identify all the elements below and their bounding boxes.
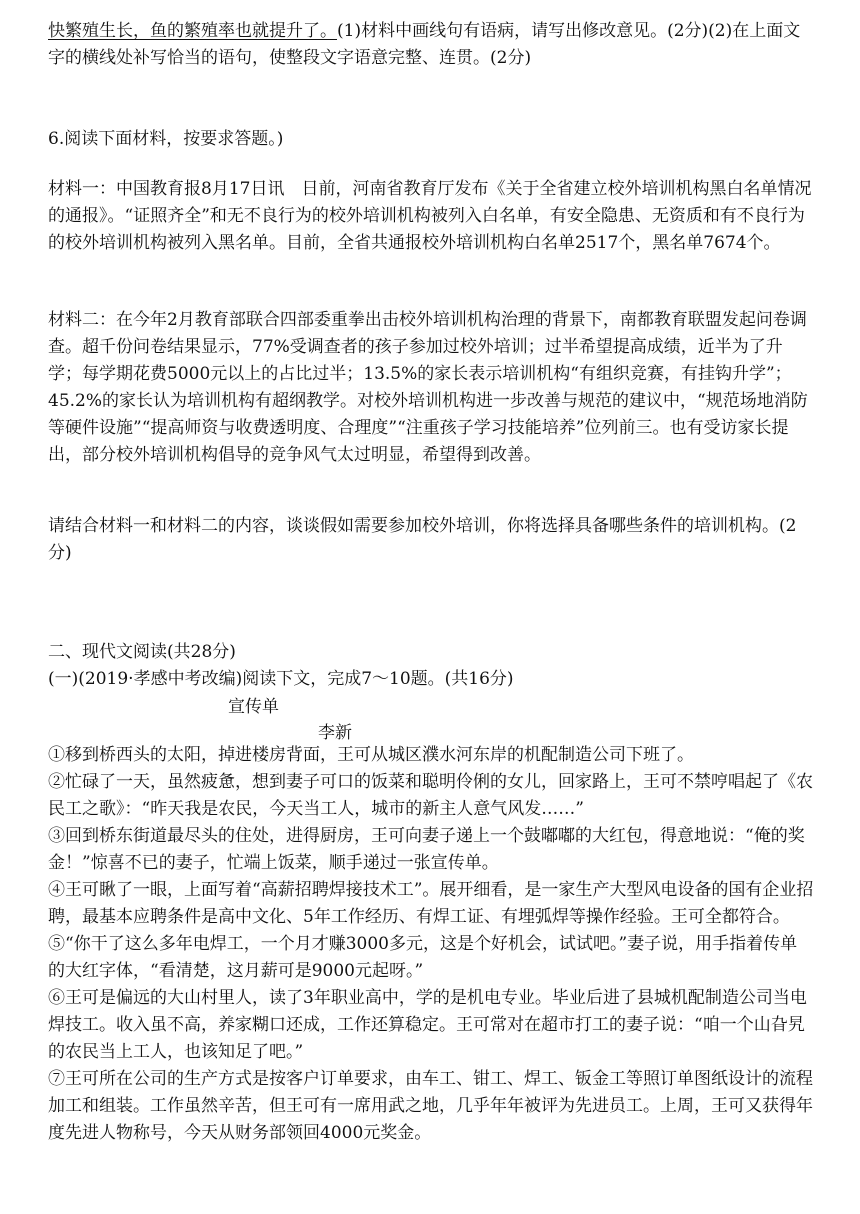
story-paragraph: ⑥王可是偏远的大山村里人，读了3年职业高中，学的是机电专业。毕业后进了县城机配制造公司当电焊技工。收入虽不高，养家糊口还成，工作还算稳定。王可常对在超市打工的妻子说：“咱一个山旮旯的农民当上工人，也该知足了吧。” [48, 988, 807, 1062]
story-paragraph: ①移到桥西头的太阳，掉进楼房背面，王可从城区濮水河东岸的机配制造公司下班了。 [48, 745, 694, 765]
question-5-instructions: (1)材料中画线句有语病，请写出修改意见。(2分)(2)在上面文字的横线处补写恰当的语句，使整段文字语意完整、连贯。(2分) [48, 21, 801, 68]
story-paragraph: ②忙碌了一天，虽然疲惫，想到妻子可口的饭菜和聪明伶俐的女儿，回家路上，王可不禁哼唱起了《农民工之歌》：“昨天我是农民，今天当工人，城市的新主人意气风发……” [48, 772, 813, 819]
story-paragraph: ⑤“你干了这么多年电焊工，一个月才赚3000多元，这是个好机会，试试吧。”妻子说，用手指着传单的大红字体，“看清楚，这月薪可是9000元起呀。” [48, 934, 798, 981]
story-author: 李新 [318, 723, 352, 743]
question-5-tail [48, 18, 814, 72]
story-paragraph: ④王可瞅了一眼，上面写着“高薪招聘焊接技术工”。展开细看，是一家生产大型风电设备的国有企业招聘，最基本应聘条件是高中文化、5年工作经历、有焊工证、有埋弧焊等操作经验。王可全都符合。 [48, 880, 814, 927]
subsection-heading: (一)(2019·孝感中考改编)阅读下文，完成7～10题。(共16分) [48, 669, 514, 689]
question-6-heading: 6.阅读下面材料，按要求答题。) [48, 129, 284, 149]
story-paragraph: ③回到桥东街道最尽头的住处，进得厨房，王可向妻子递上一个鼓嘟嘟的大红包，得意地说：“俺的奖金！”惊喜不已的妻子，忙端上饭菜，顺手递过一张宣传单。 [48, 826, 805, 873]
section-heading: 二、现代文阅读(共28分) [48, 642, 236, 662]
material-one: 材料一：中国教育报8月17日讯 日前，河南省教育厅发布《关于全省建立校外培训机构黑白名单情况的通报》。“证照齐全”和无不良行为的校外培训机构被列入白名单，有安全隐患、无资质和有不良行为的校外培训机构被列入黑名单。目前，全省共通报校外培训机构白名单2517个，黑名单7674个。 [48, 179, 812, 253]
question-6-prompt: 请结合材料一和材料二的内容，谈谈假如需要参加校外培训，你将选择具备哪些条件的培训机构。(2分) [48, 516, 797, 563]
story-body [48, 742, 814, 1147]
story-paragraph: ⑦王可所在公司的生产方式是按客户订单要求，由车工、钳工、焊工、钣金工等照订单图纸设计的流程加工和组装。工作虽然辛苦，但王可有一席用武之地，几乎年年被评为先进员工。上周，王可又获得年度先进人物称号，今天从财务部领回4000元奖金。 [48, 1069, 813, 1143]
story-title: 宣传单 [228, 697, 279, 717]
underlined-sentence: 快繁殖生长，鱼的繁殖率也就提升了。 [48, 21, 337, 41]
material-two: 材料二：在今年2月教育部联合四部委重拳出击校外培训机构治理的背景下，南都教育联盟发起问卷调查。超千份问卷结果显示，77%受调查者的孩子参加过校外培训；过半希望提高成绩，近半为了升学；每学期花费5000元以上的占比过半；13.5%的家长表示培训机构“有组织竞赛，有挂钩升学”；45.2%的家长认为培训机构有超纲教学。对校外培训机构进一步改善与规范的建议中，“规范场地消防等硬件设施”“提高师资与收费透明度、合理度”“注重孩子学习技能培养”位列前三。也有受访家长提出，部分校外培训机构倡导的竞争风气太过明显，希望得到改善。 [48, 310, 808, 465]
